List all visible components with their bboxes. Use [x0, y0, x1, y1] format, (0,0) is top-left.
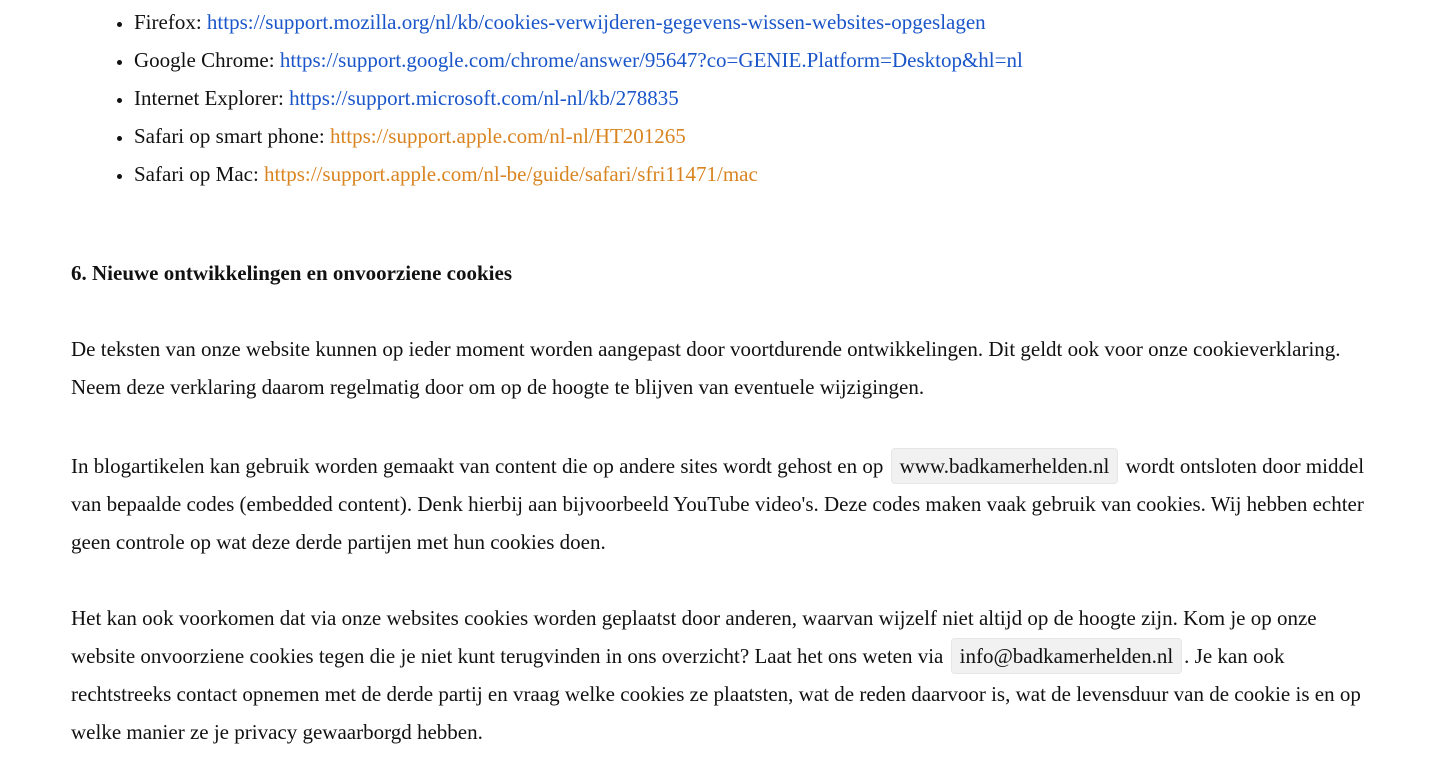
internet-explorer-support-link[interactable]: https://support.microsoft.com/nl-nl/kb/278835 — [289, 86, 679, 110]
list-item-firefox — [134, 3, 1434, 41]
domain-code-chip: www.badkamerhelden.nl — [891, 448, 1119, 484]
safari-smartphone-support-link[interactable]: https://support.apple.com/nl-nl/HT201265 — [329, 124, 686, 148]
list-item-chrome — [134, 41, 1434, 79]
paragraph-unforeseen-cookies — [71, 599, 1381, 751]
browser-label: Internet Explorer: — [134, 86, 290, 110]
paragraph-text: In blogartikelen kan gebruik worden gemaakt van content die op andere sites wordt gehost en op — [71, 454, 889, 478]
paragraph-text: Het kan ook voorkomen dat via onze websites cookies worden geplaatst door anderen, waarvan wijzelf niet altijd op de hoogte zijn. Kom je op onze website onvoorziene cookies tegen die je niet kunt terugvinden in ons overzicht? Laat het ons weten via — [71, 606, 1317, 668]
browser-label: Safari op smart phone: — [134, 124, 330, 148]
list-item-safari-mac — [134, 155, 1434, 193]
paragraph-embedded-content — [71, 447, 1381, 561]
paragraph-text: . Je kan ook rechtstreeks contact opnemen met de derde partij en vraag welke cookies ze plaatsten, wat de reden daarvoor is, wat de levensduur van de cookie is en op welke manier ze je privacy gewaarborgd hebben. — [71, 644, 1361, 744]
chrome-support-link[interactable]: https://support.google.com/chrome/answer/95647?co=GENIE.Platform=Desktop&hl=nl — [279, 48, 1023, 72]
section-heading: 6. Nieuwe ontwikkelingen en onvoorziene cookies — [71, 261, 512, 285]
firefox-support-link[interactable]: https://support.mozilla.org/nl/kb/cookies-verwijderen-gegevens-wissen-websites-opgeslagen — [206, 10, 986, 34]
email-code-chip: info@badkamerhelden.nl — [951, 638, 1183, 674]
paragraph-text: wordt ontsloten door middel van bepaalde codes (embedded content). Denk hierbij aan bijvoorbeeld YouTube video's. Deze codes maken vaak gebruik van cookies. Wij hebben echter geen controle op wat deze derde partijen met hun cookies doen. — [71, 454, 1365, 554]
safari-mac-support-link[interactable]: https://support.apple.com/nl-be/guide/safari/sfri11471/mac — [264, 162, 758, 186]
browser-label: Firefox: — [134, 10, 207, 34]
browser-label: Safari op Mac: — [134, 162, 265, 186]
list-item-internet-explorer — [134, 79, 1434, 117]
browser-cookie-links-list — [0, 3, 1434, 193]
list-item-safari-smartphone — [134, 117, 1434, 155]
paragraph-text-updates: De teksten van onze website kunnen op ieder moment worden aangepast door voortdurende ontwikkelingen. Dit geldt ook voor onze cookieverklaring. Neem deze verklaring daarom regelmatig door om op de hoogte te blijven van eventuele wijzigingen. — [71, 337, 1341, 399]
browser-label: Google Chrome: — [134, 48, 280, 72]
